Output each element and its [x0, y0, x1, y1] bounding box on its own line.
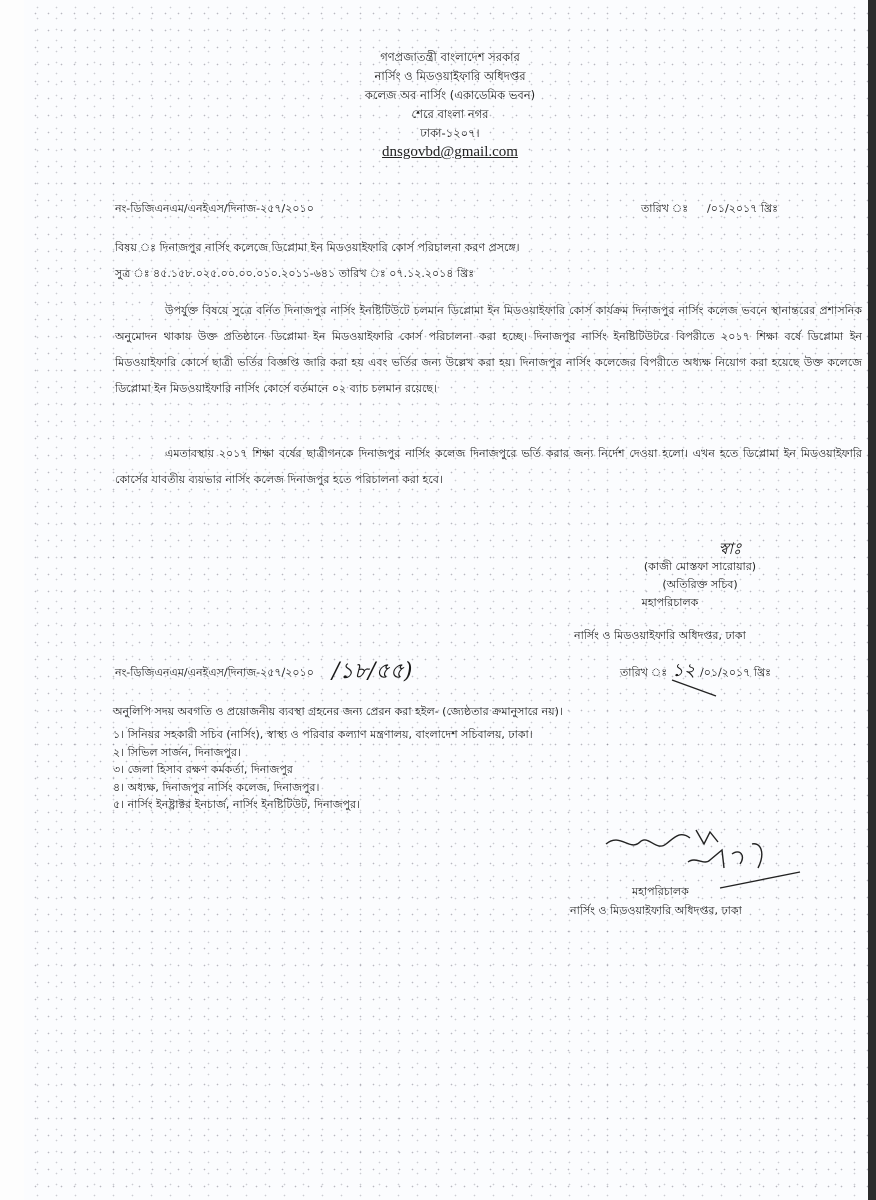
letterhead-area: শেরে বাংলা নগর: [411, 107, 489, 121]
recipient-item: ১। সিনিয়র সহকারী সচিব (নার্সিং), স্বাস্থ্য ও পরিবার কল্যাণ মন্ত্রণালয়, বাংলাদেশ সচিবালয়, ঢাকা।: [113, 728, 533, 741]
body-paragraph-2: এমতাবস্থায় ২০১৭ শিক্ষা বর্ষের ছাত্রীগনকে দিনাজপুর নার্সিং কলেজ দিনাজপুরে ভর্তি করার জন্য নির্দেশ দেওয়া হলো। এখন হতে ডিপ্লোমা ইন মিডওয়াইফারি কোর্সের যাবতীয় ব্যয়ভার নার্সিং কলেজ দিনাজপুর হতে পরিচালনা করা হবে।: [115, 447, 862, 486]
page-margin: [0, 0, 24, 1200]
handwritten-ref-number: /১৮/৫৫): [332, 659, 413, 684]
letterhead-department: নার্সিং ও মিডওয়াইফারি অধিদপ্তর: [374, 69, 526, 83]
copy-intro: অনুলিপি সদয় অবগতি ও প্রয়োজনীয় ব্যবস্থা গ্রহনের জন্য প্রেরন করা হইল- (জ্যেষ্ঠতার ক্রমানুসারে নয়)।: [113, 705, 563, 718]
recipient-item: ৫। নার্সিং ইনষ্ট্রাক্টর ইনচার্জ, নার্সিং ইনষ্টিটিউট, দিনাজপুর।: [113, 798, 360, 811]
signature-block-primary: [590, 540, 810, 612]
body-paragraph-1: উপর্যুক্ত বিষয়ে সুত্রে বর্নিত দিনাজপুর নার্সিং ইনষ্টিটিউটে চলমান ডিপ্লোমা ইন মিডওয়াইফারি কোর্স কার্যক্রম দিনাজপুর নার্সিং কলেজ ভবনে স্থানান্তরের প্রশাসনিক অনুমোদন থাকায় উক্ত প্রতিষ্ঠানে ডিপ্লোমা ইন মিডওয়াইফারি কোর্স পরিচালনা করা হচ্ছে। দিনাজপুর নার্সিং ইনষ্টিটিউটরে বিপরীতে ২০১৭ শিক্ষা বর্ষে ডিপ্লোমা ইন মিডওয়াইফারি কোর্সে ছাত্রী ভর্তির বিজ্ঞপ্তি জারি করা হয় এবং ভর্তির জন্য উল্লেখ করা হয়। দিনাজপুর নার্সিং কলেজের বিপরীতে অধ্যক্ষ নিয়োগ করা হয়েছে উক্ত কলেজে ডিপ্লোমা ইন মিডওয়াইফারি নার্সিং কোর্সে বর্তমানে ০২ ব্যাচ চলমান রয়েছে।: [115, 304, 862, 395]
memo-ref-number: নং-ডিজিএনএম/এনইএস/দিনাজ-২৫৭/২০১০: [115, 202, 314, 215]
memo-subject: বিষয় ঃ দিনাজপুর নার্সিং কলেজে ডিপ্লোমা ইন মিডওয়াইফারি কোর্স পরিচালনা করণ প্রসঙ্গে।: [115, 241, 520, 254]
signature-initials: স্বাঃ: [718, 539, 742, 558]
recipient-item: ৪। অধ্যক্ষ, দিনাজপুর নার্সিং কলেজ, দিনাজপুর।: [113, 780, 320, 794]
copy-date-value: /০১/২০১৭ খ্রিঃ: [700, 666, 771, 679]
signatory-office: নার্সিং ও মিডওয়াইফারি অধিদপ্তর, ঢাকা: [574, 629, 746, 642]
signatory2-office: নার্সিং ও মিডওয়াইফারি অধিদপ্তর, ঢাকা: [570, 904, 742, 917]
copy-date-label: তারিখ ঃ: [620, 666, 668, 679]
signatory-title: মহাপরিচালক: [641, 596, 699, 609]
memo-date-label: তারিখ ঃ: [641, 202, 689, 215]
handwritten-date-day: ১২: [672, 660, 696, 681]
handwritten-signature: [600, 822, 810, 892]
recipient-list: [113, 726, 533, 814]
memo-date-value: /০১/২০১৭ খ্রিঃ: [707, 202, 778, 215]
signatory-rank: (অতিরিক্ত সচিব): [662, 578, 738, 591]
memo-source: সুত্র ঃ ৪৫.১৫৮.০২৫.০০.০০.০১০.২০১১-৬৪১ তারিখ ঃ ০৭.১২.২০১৪ খ্রিঃ: [115, 267, 475, 280]
letterhead-building: কলেজ অব নার্সিং (একাডেমিক ভবন): [364, 88, 536, 102]
letterhead-city: ঢাকা-১২০৭।: [420, 126, 480, 140]
handwritten-underline: [670, 676, 720, 700]
scan-edge: [868, 0, 876, 1200]
signatory2-title: মহাপরিচালক: [632, 885, 689, 898]
copy-ref-number: নং-ডিজিএনএম/এনইএস/দিনাজ-২৫৭/২০১০: [115, 666, 314, 679]
letterhead: [300, 48, 600, 162]
letterhead-government: গণপ্রজাতন্ত্রী বাংলাদেশ সরকার: [380, 50, 520, 64]
recipient-item: ২। সিভিল সার্জন, দিনাজপুর।: [113, 745, 241, 759]
letterhead-email: dnsgovbd@gmail.com: [382, 144, 518, 160]
recipient-item: ৩। জেলা হিসাব রক্ষণ কর্মকর্তা, দিনাজপুর: [113, 763, 293, 776]
signatory-name: (কাজী মোস্তফা সারোয়ার): [643, 560, 757, 573]
